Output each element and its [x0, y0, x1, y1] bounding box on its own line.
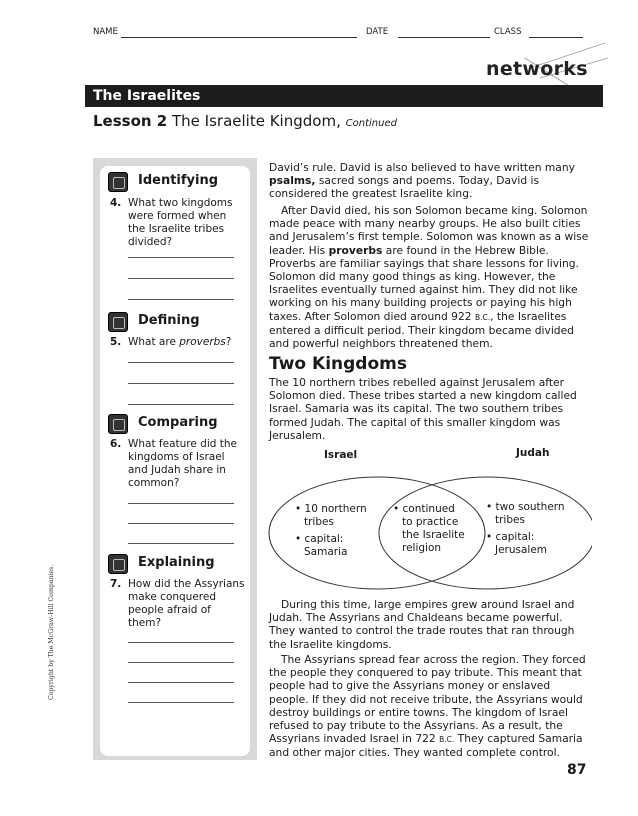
name-label: NAME: [93, 27, 118, 37]
venn-diagram: [262, 443, 592, 598]
venn-right-items: • two southern tribes • capital: Jerusalem: [486, 501, 565, 556]
banner-title: The Israelites: [93, 88, 201, 104]
question-6: 6. What feature did the kingdoms of Israel and Judah share in common?: [110, 438, 237, 489]
paragraph-david: David’s rule. David is also believed to have written many psalms, sacred songs and poems. Today, David is considered the greatest Israelite king.: [269, 161, 575, 201]
networks-logo: networks: [486, 58, 588, 80]
question-7: 7. How did the Assyrians make conquered people afraid of them?: [110, 578, 245, 629]
section-title: Explaining: [138, 555, 215, 570]
paragraph-solomon: After David died, his son Solomon became king. Solomon made peace with many nearby groups. He also built cities and Jerusalem’s first temple. Solomon was known as a wise leader. His proverbs are found in the Hebrew Bible. Proverbs are familiar sayings that share lessons for living. Solomon did many good things as king. However, the Israelites eventually turned against him. They did not like working on his many building projects or paying his high taxes. After Solomon died around 922 B.C., the Israelites entered a difficult period. Their kingdom became divided and powerful neighbors threatened them.: [269, 204, 589, 351]
venn-left-title: Israel: [324, 449, 358, 461]
answer-line[interactable]: [128, 503, 234, 504]
answer-line[interactable]: [128, 299, 234, 300]
lesson-title: The Israelite Kingdom,: [172, 112, 341, 130]
answer-line[interactable]: [128, 278, 234, 279]
section-heading: Two Kingdoms: [269, 354, 407, 374]
answer-line[interactable]: [128, 362, 234, 363]
answer-line[interactable]: [128, 662, 234, 663]
reading-icon: [108, 414, 128, 434]
section-title: Comparing: [138, 415, 218, 430]
answer-line[interactable]: [128, 682, 234, 683]
lesson-continued: Continued: [345, 118, 397, 129]
date-label: DATE: [366, 27, 389, 37]
lesson-number: Lesson 2: [93, 112, 168, 130]
venn-center-items: • continued to practice the Israelite religion: [393, 503, 465, 554]
answer-line[interactable]: [128, 404, 234, 405]
lesson-heading: [93, 112, 397, 133]
answer-line[interactable]: [128, 383, 234, 384]
question-4: 4. What two kingdoms were formed when the Israelite tribes divided?: [110, 197, 233, 248]
class-label: CLASS: [494, 27, 522, 37]
answer-line[interactable]: [128, 543, 234, 544]
page-number: 87: [567, 762, 587, 778]
section-title: Identifying: [138, 173, 219, 188]
paragraph-empires: During this time, large empires grew around Israel and Judah. The Assyrians and Chaldeans became powerful. They wanted to control the trade routes that ran through the Israelite kingdoms.: [269, 598, 575, 651]
reading-icon: [108, 554, 128, 574]
answer-line[interactable]: [128, 257, 234, 258]
paragraph-assyrians: The Assyrians spread fear across the region. They forced the people they conquered to pay tribute. This meant that people had to give the Assyrians money or enslaved people. If they did not receive tribute, the Assyrians would destroy buildings or entire towns. The kingdom of Israel refused to pay tribute to the Assyrians. As a result, the Assyrians invaded Israel in 722 B.C. They captured Samaria and other major cities. They wanted complete control.: [269, 653, 586, 760]
venn-left-items: • 10 northern tribes • capital: Samaria: [295, 503, 367, 558]
copyright-notice: Copyright by The McGraw-Hill Companies.: [48, 564, 55, 700]
date-field[interactable]: [398, 37, 490, 38]
venn-right-title: Judah: [516, 447, 550, 459]
reading-icon: [108, 172, 128, 192]
worksheet-header: [93, 27, 593, 41]
name-field[interactable]: [121, 37, 357, 38]
answer-line[interactable]: [128, 523, 234, 524]
question-5: 5. What are proverbs?: [110, 336, 232, 348]
answer-line[interactable]: [128, 642, 234, 643]
answer-line[interactable]: [128, 702, 234, 703]
paragraph-two-kingdoms: The 10 northern tribes rebelled against Jerusalem after Solomon died. These tribes started a new kingdom called Israel. Samaria was its capital. The two southern tribes formed Judah. The capital of this smaller kingdom was Jerusalem.: [269, 376, 577, 442]
section-title: Defining: [138, 313, 200, 328]
dictionary-icon: [108, 312, 128, 332]
